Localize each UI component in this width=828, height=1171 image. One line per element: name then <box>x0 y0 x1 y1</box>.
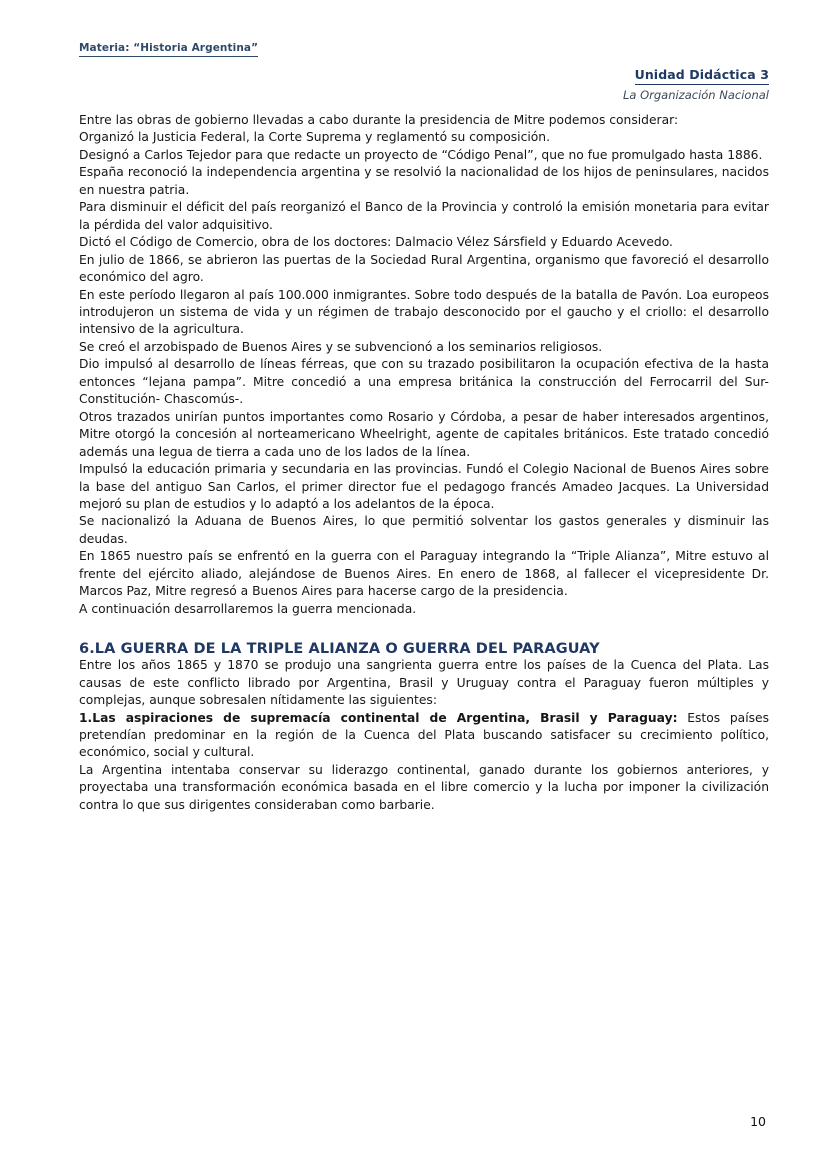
paragraph-espana-independencia: España reconoció la independencia argentina y se resolvió la nacionalidad de los hijos de peninsulares, nacidos en nuestra patria. <box>79 165 769 197</box>
paragraph-aspiraciones-lead: 1.Las aspiraciones de supremacía continental de Argentina, Brasil y Paraguay: <box>79 710 678 725</box>
header-unit-subtitle: La Organización Nacional <box>622 88 769 102</box>
paragraph-continuacion: A continuación desarrollaremos la guerra mencionada. <box>79 601 417 616</box>
paragraph-justicia-federal: Organizó la Justicia Federal, la Corte Suprema y reglamentó su composición. <box>79 130 550 145</box>
paragraph-aspiraciones-rest: Estos países pretendían predominar en la región de la Cuenca del Plata buscando satisfacer su crecimiento político, económico, social y cultural. <box>79 710 769 760</box>
page-header <box>79 36 769 102</box>
paragraph-intro: Entre las obras de gobierno llevadas a cabo durante la presidencia de Mitre podemos considerar: <box>79 113 679 127</box>
section-heading-guerra-triple-alianza: 6.LA GUERRA DE LA TRIPLE ALIANZA O GUERRA DEL PARAGUAY <box>79 641 600 658</box>
paragraph-causas-guerra: Entre los años 1865 y 1870 se produjo una sangrienta guerra entre los países de la Cuenca del Plata. Las causas de este conflicto librado por Argentina, Brasil y Uruguay contra el Paraguay fueron múltiples y complejas, aunque sobresalen nítidamente las siguientes: <box>79 658 769 708</box>
paragraph-trazados-rosario-cordoba: Otros trazados unirían puntos importantes como Rosario y Córdoba, a pesar de haber interesados argentinos, Mitre otorgó la concesión al norteamericano Wheelright, agente de capitales británicos. Este tratado concedió además una legua de tierra a cada uno de los lados de la línea. <box>79 409 769 459</box>
paragraph-triple-alianza-intro: En 1865 nuestro país se enfrentó en la guerra con el Paraguay integrando la “Triple Alianza”, Mitre estuvo al frente del ejército aliado, alejándose de Buenos Aires. En enero de 1868, al fallecer el vicepresidente Dr. Marcos Paz, Mitre regresó a Buenos Aires para hacerse cargo de la presidencia. <box>79 549 769 599</box>
paragraph-arzobispado: Se creó el arzobispado de Buenos Aires y se subvencionó a los seminarios religiosos. <box>79 339 603 354</box>
paragraph-codigo-penal: Designó a Carlos Tejedor para que redacte un proyecto de “Código Penal”, que no fue promulgado hasta 1886. <box>79 147 763 162</box>
paragraph-codigo-comercio: Dictó el Código de Comercio, obra de los doctores: Dalmacio Vélez Sársfield y Eduardo Acevedo. <box>79 235 673 250</box>
paragraph-argentina-liderazgo: La Argentina intentaba conservar su liderazgo continental, ganado durante los gobiernos anteriores, y proyectaba una transformación económica basada en el libre comercio y la lucha por imponer la civilización contra lo que sus dirigentes consideraban como barbarie. <box>79 762 769 812</box>
document-body <box>79 112 769 814</box>
header-subject-label: Materia: “Historia Argentina” <box>79 42 258 57</box>
paragraph-lineas-ferreas: Dio impulsó al desarrollo de líneas férreas, que con su trazado posibilitaron la ocupación efectiva de la hasta entonces “lejana pampa”. Mitre concedió a una empresa británica la construcción del Ferrocarril del Sur-Constitución- Chascomús-. <box>79 357 769 407</box>
paragraph-aduana: Se nacionalizó la Aduana de Buenos Aires, lo que permitió solventar los gastos generales y disminuir las deudas. <box>79 514 769 546</box>
paragraph-aspiraciones-supremacia <box>79 710 769 762</box>
paragraph-educacion: Impulsó la educación primaria y secundaria en las provincias. Fundó el Colegio Nacional de Buenos Aires sobre la base del antiguo San Carlos, el primer director fue el pedagogo francés Amadeo Jacques. La Universidad mejoró su plan de estudios y lo adaptó a los adelantos de la época. <box>79 462 769 511</box>
page-number: 10 <box>750 1114 766 1129</box>
paragraph-inmigrantes: En este período llegaron al país 100.000 inmigrantes. Sobre todo después de la batalla de Pavón. Loa europeos introdujeron un sistema de vida y un régimen de trabajo desconocido por el gaucho y el criollo: el desarrollo intensivo de la agricultura. <box>79 287 769 337</box>
header-unit-title: Unidad Didáctica 3 <box>635 67 769 85</box>
paragraph-deficit-banco: Para disminuir el déficit del país reorganizó el Banco de la Provincia y controló la emisión monetaria para evitar la pérdida del valor adquisitivo. <box>79 200 769 232</box>
header-unit-block <box>79 64 769 102</box>
paragraph-sociedad-rural: En julio de 1866, se abrieron las puertas de la Sociedad Rural Argentina, organismo que favoreció el desarrollo económico del agro. <box>79 252 769 285</box>
